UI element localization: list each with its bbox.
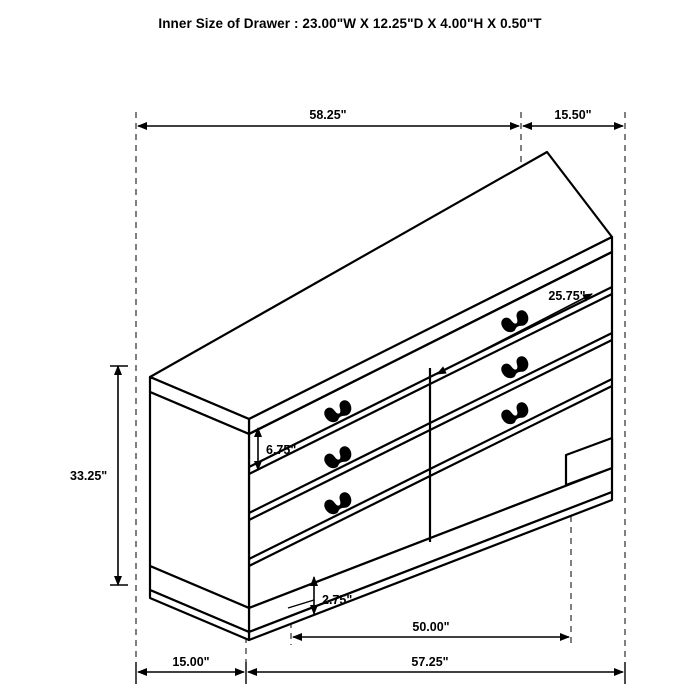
page-title: Inner Size of Drawer : 23.00"W X 12.25"D X 4.00"H X 0.50"T [158,16,542,31]
dim-bottom-depth-label: 15.00" [172,655,210,669]
dim-overall-height-label: 33.25" [70,469,108,483]
dresser-illustration [150,152,612,640]
dim-drawer-height-label: 6.75" [266,443,297,457]
dim-top-depth-label: 15.50" [554,108,592,122]
dim-base-height-label: 2.75" [322,593,353,607]
dim-base-front-width-label: 50.00" [412,620,450,634]
dim-diagonal-depth-label: 25.75" [548,289,586,303]
dim-bottom-width-label: 57.25" [411,655,449,669]
dim-top-width-label: 58.25" [309,108,347,122]
